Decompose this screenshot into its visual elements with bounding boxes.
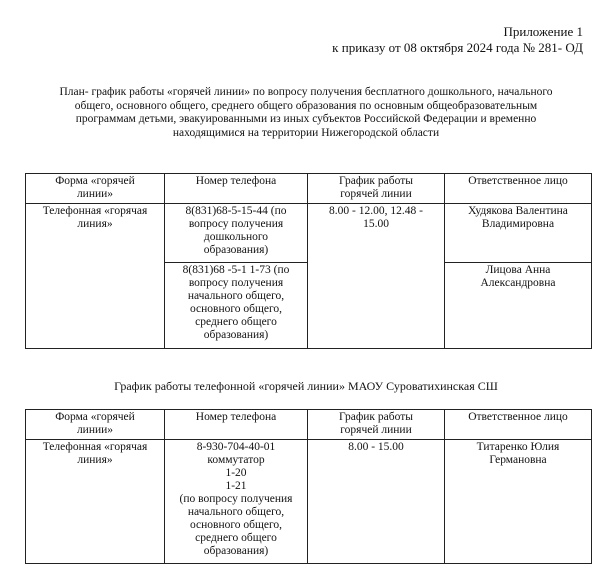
plan-title-line: общего, основного общего, среднего общего образования по основным общеобразовательным <box>74 99 538 112</box>
form-cell: Телефонная «горячая линия» <box>26 440 165 564</box>
schedule-cell: 8.00 - 15.00 <box>308 440 445 564</box>
annex-number: Приложение 1 <box>503 24 583 39</box>
responsible-cell: Лицова Анна Александровна <box>445 263 592 349</box>
phone-cell: 8-930-704-40-01 коммутатор 1-20 1-21 (по вопросу получения начального общего, основного общего, среднего общего образования) <box>165 440 308 564</box>
header-schedule: График работы горячей линии <box>308 410 445 440</box>
form-cell: Телефонная «горячая линия» <box>26 204 165 349</box>
school-hotline-table <box>25 409 592 564</box>
table-header-row <box>26 410 592 440</box>
table-header-row <box>26 174 592 204</box>
responsible-cell: Худякова Валентина Владимировна <box>445 204 592 263</box>
phone-cell-school: 8(831)68 -5-1 1-73 (по вопросу получения начального общего, основного общего, среднего общего образования) <box>165 263 308 349</box>
schedule-cell: 8.00 - 12.00, 12.48 - 15.00 <box>308 204 445 349</box>
plan-title-line: находящимися на территории Нижегородской области <box>172 126 440 139</box>
plan-title <box>20 86 592 140</box>
header-responsible: Ответственное лицо <box>445 410 592 440</box>
annex-order-reference: к приказу от 08 октября 2024 года № 281- ОД <box>332 40 583 55</box>
hotline-schedule-table <box>25 173 592 349</box>
annex-heading <box>332 24 583 56</box>
phone-cell-preschool: 8(831)68-5-15-44 (по вопросу получения дошкольного образования) <box>165 204 308 263</box>
header-form: Форма «горячей линии» <box>26 174 165 204</box>
responsible-cell: Титаренко Юлия Германовна <box>445 440 592 564</box>
section-title: График работы телефонной «горячей линии» МАОУ Суроватихинская СШ <box>114 379 498 393</box>
header-schedule: График работы горячей линии <box>308 174 445 204</box>
table-row <box>26 204 592 263</box>
header-phone: Номер телефона <box>165 410 308 440</box>
header-phone: Номер телефона <box>165 174 308 204</box>
header-form: Форма «горячей линии» <box>26 410 165 440</box>
table-row <box>26 440 592 564</box>
plan-title-line: План- график работы «горячей линии» по вопросу получения бесплатного дошкольного, начального <box>59 86 553 98</box>
plan-title-line: программам детьми, эвакуированными из иных субъектов Российской Федерации и временно <box>75 113 537 125</box>
header-responsible: Ответственное лицо <box>445 174 592 204</box>
